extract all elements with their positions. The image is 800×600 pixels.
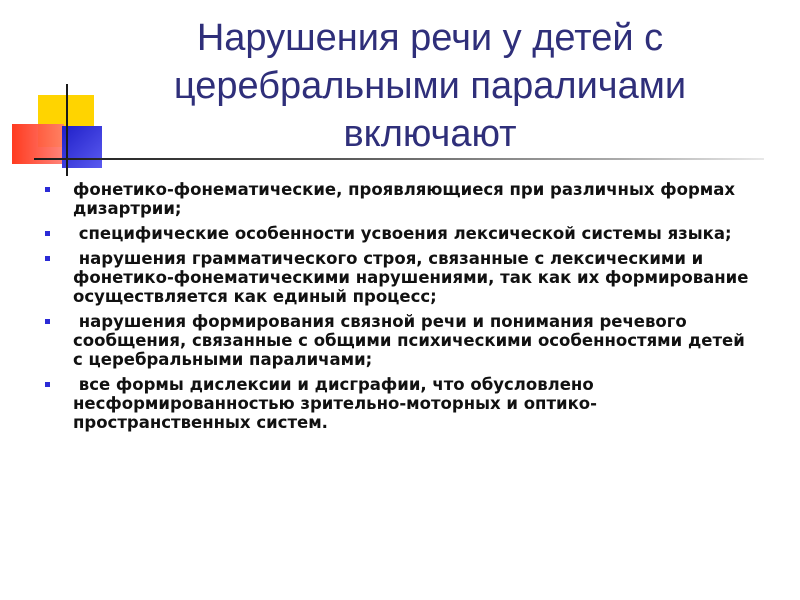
square-bullet-icon (45, 231, 50, 236)
bullet-text: нарушения формирования связной речи и понимания речевого сообщения, связанные с общими психическими особенностями детей с церебральными параличами; (73, 312, 751, 369)
list-item (40, 312, 760, 369)
bullet-text: фонетико-фонематические, проявляющиеся при различных формах дизартрии; (73, 180, 741, 218)
bullet-text: специфические особенности усвоения лексической системы языка; (73, 224, 732, 243)
bullet-text: нарушения грамматического строя, связанные с лексическими и фонетико-фонематическими нарушениями, так как их формирование осуществляется как единый процесс; (73, 249, 755, 306)
list-item (40, 249, 760, 306)
square-bullet-icon (45, 256, 50, 261)
list-item (40, 224, 760, 243)
square-bullet-icon (45, 187, 50, 192)
decor-blue-square (62, 126, 102, 168)
list-item (40, 180, 760, 218)
title-divider-line (34, 158, 764, 160)
square-bullet-icon (45, 319, 50, 324)
slide-title: Нарушения речи у детей с церебральными параличами включают (173, 17, 687, 155)
list-item (40, 375, 760, 432)
square-bullet-icon (45, 382, 50, 387)
decor-vertical-line (66, 84, 68, 176)
bullet-text: все формы дислексии и дисграфии, что обусловлено несформированностью зрительно-моторных и оптико-пространственных систем. (73, 375, 600, 432)
bullet-list (40, 180, 760, 438)
